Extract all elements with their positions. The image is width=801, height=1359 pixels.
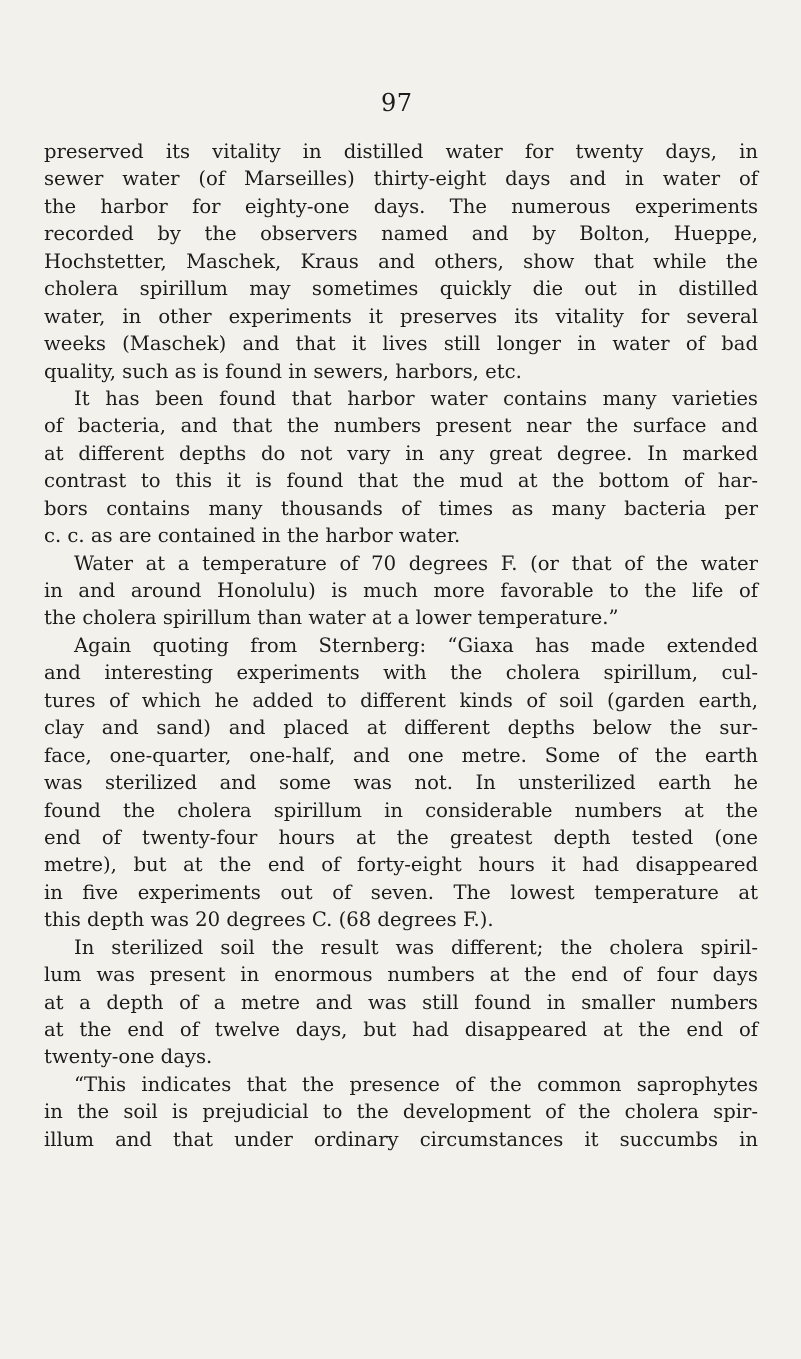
text-line: twenty-one days. [44,1045,213,1069]
text-line: weeks (Maschek) and that it lives still longer in water of bad [44,332,758,356]
text-line: c. c. as are contained in the harbor water. [44,524,461,548]
text-line: clay and sand) and placed at different depths below the sur- [44,716,758,740]
text-line: end of twenty-four hours at the greatest depth tested (one [44,825,758,849]
text-line: was sterilized and some was not. In unsterilized earth he [44,771,758,795]
text-line: Again quoting from Sternberg: “Giaxa has made extended [74,633,758,657]
text-line: in five experiments out of seven. The lowest temperature at [44,880,758,904]
text-line: Hochstetter, Maschek, Kraus and others, show that while the [44,249,758,273]
text-line: water, in other experiments it preserves its vitality for several [44,304,758,328]
text-line: at different depths do not vary in any great degree. In marked [44,441,758,465]
text-line: at the end of twelve days, but had disappeared at the end of [44,1018,758,1041]
text-line: the harbor for eighty-one days. The numerous experiments [44,194,758,218]
text-line: this depth was 20 degrees C. (68 degrees F.). [44,908,494,932]
text-line: sewer water (of Marseilles) thirty-eight days and in water of [44,167,758,191]
text-line: preserved its vitality in distilled water for twenty days, in [44,140,758,163]
text-line: face, one-quarter, one-half, and one metre. Some of the earth [44,743,758,767]
text-line: in and around Honolulu) is much more favorable to the life of [44,579,758,602]
text-line: the cholera spirillum than water at a lower temperature.” [44,606,619,630]
text-line: It has been found that harbor water contains many varieties [74,386,758,410]
text-line: cholera spirillum may sometimes quickly die out in distilled [44,277,758,301]
text-line: recorded by the observers named and by Bolton, Hueppe, [44,222,758,246]
text-line: Water at a temperature of 70 degrees F. (or that of the water [74,551,758,575]
text-line: at a depth of a metre and was still found in smaller numbers [44,990,758,1014]
text-line: and interesting experiments with the cholera spirillum, cul- [44,661,758,685]
text-line: metre), but at the end of forty-eight hours it had disappeared [44,853,758,877]
text-line: “This indicates that the presence of the common saprophytes [74,1072,758,1096]
text-line: quality, such as is found in sewers, harbors, etc. [44,359,522,383]
text-line: tures of which he added to different kinds of soil (garden earth, [44,688,758,712]
text-line: lum was present in enormous numbers at the end of four days [44,963,758,987]
text-line: bors contains many thousands of times as many bacteria per [44,496,758,520]
text-line: In sterilized soil the result was different; the cholera spiril- [74,935,758,959]
body-text [44,138,758,1153]
text-line: contrast to this it is found that the mud at the bottom of har- [44,469,758,493]
page-number: 97 [381,89,413,117]
text-line: of bacteria, and that the numbers present near the surface and [44,414,758,438]
text-line: in the soil is prejudicial to the development of the cholera spir- [44,1100,758,1124]
text-line: found the cholera spirillum in considerable numbers at the [44,798,758,822]
text-line: illum and that under ordinary circumstances it succumbs in [44,1127,758,1151]
